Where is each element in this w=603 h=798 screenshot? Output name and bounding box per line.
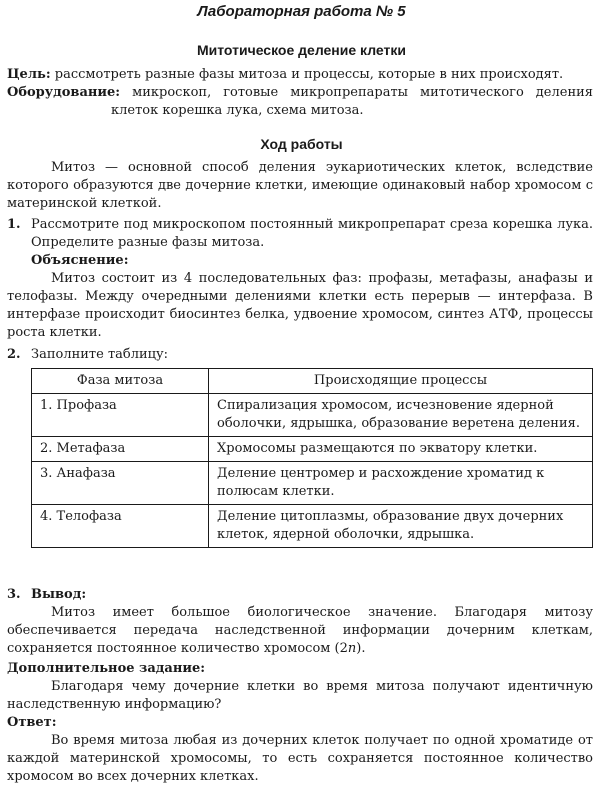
phase-cell: 2. Метафаза xyxy=(32,437,209,462)
phase-cell: 3. Анафаза xyxy=(32,462,209,505)
column-header-phase: Фаза митоза xyxy=(32,369,209,394)
intro-paragraph xyxy=(7,159,593,213)
extra-task-label: Дополнительное задание: xyxy=(7,661,206,676)
conclusion-text-end: ). xyxy=(356,641,366,656)
explanation-text: Митоз состоит из 4 последовательных фаз: профазы, метафазы, анафазы и телофазы. Между очередными делениями клетки есть перерыв — интерфаза. В интерфазе происходит биосинтез белка, удвоение хромосом, синтез АТФ, процессы роста клетки. xyxy=(7,271,593,340)
equipment-label: Оборудование: xyxy=(7,85,121,100)
lab-title: Лабораторная работа № 5 xyxy=(197,3,406,20)
lab-topic: Митотическое деление клетки xyxy=(196,42,407,58)
mitosis-phases-table xyxy=(31,368,593,548)
equipment-text: микроскоп, готовые микропрепараты митотического деления клеток корешка лука, схема митоза. xyxy=(111,85,593,118)
process-cell: Деление центромер и расхождение хроматид к полюсам клетки. xyxy=(209,462,593,505)
step-3-number: 3. xyxy=(7,587,21,602)
table-row xyxy=(32,462,593,505)
phase-cell: 4. Телофаза xyxy=(32,505,209,548)
intro-text: Митоз — основной способ деления эукариотических клеток, вследствие которого образуются две дочерние клетки, имеющие одинаковый набор хромосом с материнской клеткой. xyxy=(7,160,593,211)
table-row xyxy=(32,505,593,548)
conclusion-heading xyxy=(31,586,593,604)
goal-label: Цель: xyxy=(7,67,51,82)
process-cell: Хромосомы размещаются по экватору клетки. xyxy=(209,437,593,462)
process-cell: Спирализация хромосом, исчезновение ядерной оболочки, ядрышка, образование веретена деления. xyxy=(209,394,593,437)
conclusion-paragraph xyxy=(7,604,593,658)
step-2-number: 2. xyxy=(7,347,21,362)
goal-text: рассмотреть разные фазы митоза и процессы, которые в них происходят. xyxy=(50,67,564,82)
goal-paragraph xyxy=(7,66,593,84)
process-cell: Деление цитоплазмы, образование двух дочерних клеток, ядерной оболочки, ядрышка. xyxy=(209,505,593,548)
progress-heading: Ход работы xyxy=(260,136,343,152)
column-header-processes: Происходящие процессы xyxy=(209,369,593,394)
answer-text: Во время митоза любая из дочерних клеток получает по одной хроматиде от каждой материнской хромосомы, то есть сохраняется постоянное количество хромосом во всех дочерних клетках. xyxy=(7,733,593,784)
extra-task xyxy=(7,660,593,786)
step-1-number: 1. xyxy=(7,217,21,232)
answer-label: Ответ: xyxy=(7,715,57,730)
step-2-text: Заполните таблицу: xyxy=(31,347,169,362)
step-1 xyxy=(31,216,593,270)
table-row xyxy=(32,437,593,462)
explanation-label: Объяснение: xyxy=(31,253,129,268)
conclusion-variable: n xyxy=(347,641,357,656)
table-row xyxy=(32,394,593,437)
table-header-row xyxy=(32,369,593,394)
conclusion-text: Митоз имеет большое биологическое значение. Благодаря митозу обеспечивается передача наследственной информации дочерним клеткам, сохраняется постоянное количество хромосом (2 xyxy=(7,605,593,656)
phase-cell: 1. Профаза xyxy=(32,394,209,437)
extra-task-text: Благодаря чему дочерние клетки во время митоза получают идентичную наследственную информацию? xyxy=(7,679,593,712)
conclusion-label: Вывод: xyxy=(31,587,87,602)
step-1-text: Рассмотрите под микроскопом постоянный микропрепарат среза корешка лука. Определите разные фазы митоза. xyxy=(31,217,593,250)
explanation-paragraph xyxy=(7,270,593,342)
step-2 xyxy=(31,346,593,364)
equipment-paragraph xyxy=(7,84,593,120)
